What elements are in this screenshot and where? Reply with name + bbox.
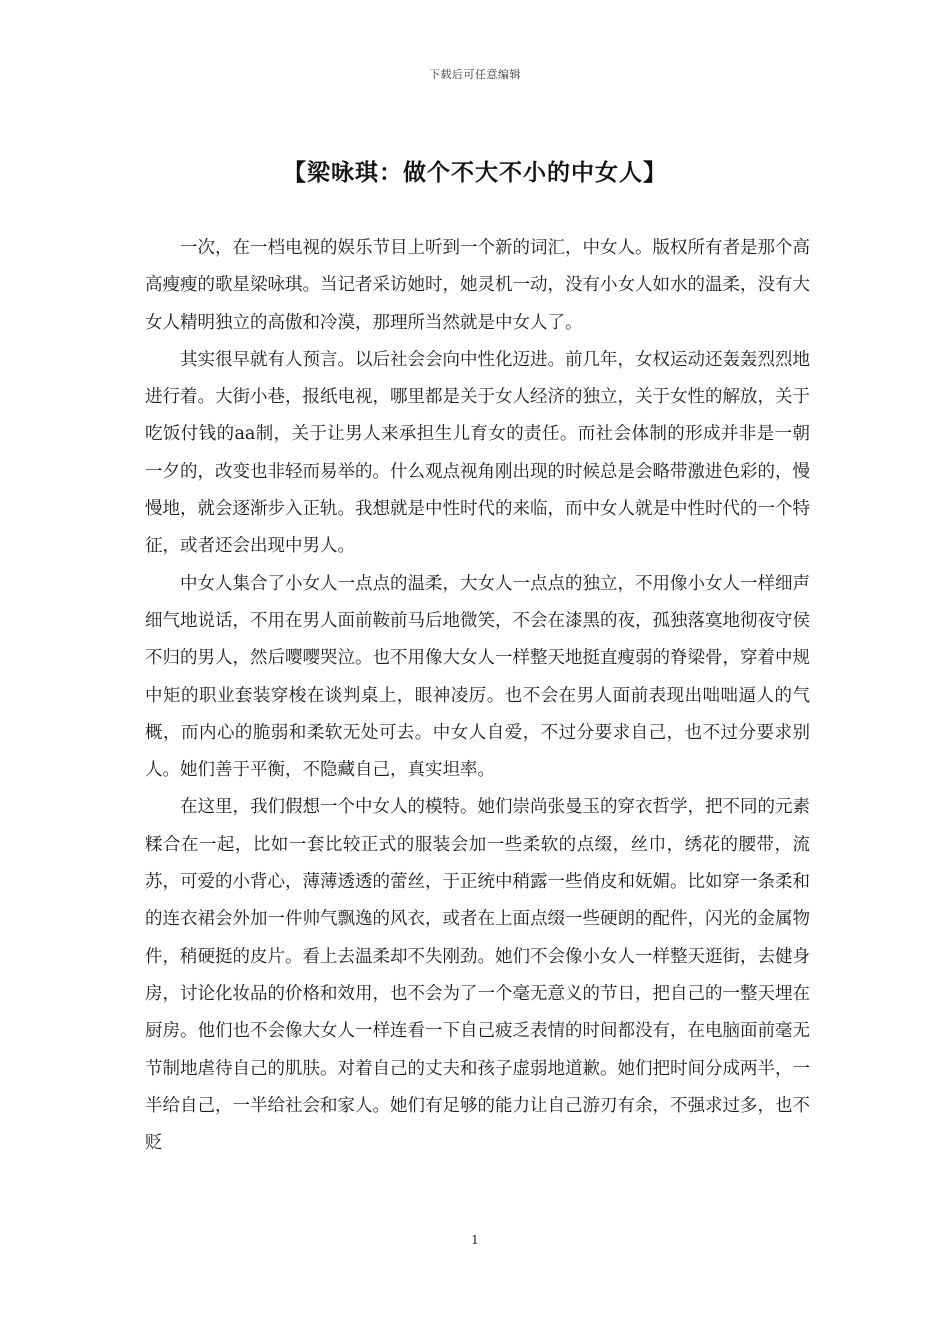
paragraph: 其实很早就有人预言。以后社会会向中性化迈进。前几年，女权运动还轰轰烈烈地进行着。大街小巷，报纸电视，哪里都是关于女人经济的独立，关于女性的解放，关于吃饭付钱的aa制，关于让男人来承担生儿育女的责任。而社会体制的形成并非是一朝一夕的，改变也非轻而易举的。什么观点视角刚出现的时候总是会略带激进色彩的，慢慢地，就会逐渐步入正轨。我想就是中性时代的来临，而中女人就是中性时代的一个特征，或者还会出现中男人。 — [145, 349, 810, 557]
page-header-note: 下载后可任意编辑 — [429, 68, 521, 81]
paragraph: 在这里，我们假想一个中女人的模特。她们崇尚张曼玉的穿衣哲学，把不同的元素糅合在一起，比如一套比较正式的服装会加一些柔软的点缀，丝巾，绣花的腰带，流苏，可爱的小背心，薄薄透透的蕾丝，于正统中稍露一些俏皮和妩媚。比如穿一条柔和的连衣裙会外加一件帅气飘逸的风衣，或者在上面点缀一些硬朗的配件，闪光的金属物件，稍硬挺的皮片。看上去温柔却不失刚劲。她们不会像小女人一样整天逛街，去健身房，讨论化妆品的价格和效用，也不会为了一个毫无意义的节日，把自己的一整天埋在厨房。他们也不会像大女人一样连看一下自己疲乏表情的时间都没有，在电脑面前毫无节制地虐待自己的肌肤。对着自己的丈夫和孩子虚弱地道歉。她们把时间分成两半，一半给自己，一半给社会和家人。她们有足够的能力让自己游刃有余，不强求过多，也不贬 — [145, 797, 810, 1154]
paragraph: 中女人集合了小女人一点点的温柔，大女人一点点的独立，不用像小女人一样细声细气地说话，不用在男人面前鞍前马后地微笑，不会在漆黑的夜，孤独落寞地彻夜守侯不归的男人，然后嘤嘤哭泣。也不用像大女人一样整天地挺直瘦弱的脊梁骨，穿着中规中矩的职业套装穿梭在谈判桌上，眼神凌厉。也不会在男人面前表现出咄咄逼人的气概，而内心的脆弱和柔软无处可去。中女人自爱，不过分要求自己，也不过分要求别人。她们善于平衡，不隐藏自己，真实坦率。 — [145, 573, 810, 781]
page-number: 1 — [471, 1233, 479, 1247]
document-body — [145, 230, 810, 1162]
document-title: 【梁咏琪：做个不大不小的中女人】 — [283, 159, 667, 186]
paragraph: 一次，在一档电视的娱乐节目上听到一个新的词汇，中女人。版权所有者是那个高高瘦瘦的歌星梁咏琪。当记者采访她时，她灵机一动，没有小女人如水的温柔，没有大女人精明独立的高傲和冷漠，那理所当然就是中女人了。 — [145, 238, 810, 333]
